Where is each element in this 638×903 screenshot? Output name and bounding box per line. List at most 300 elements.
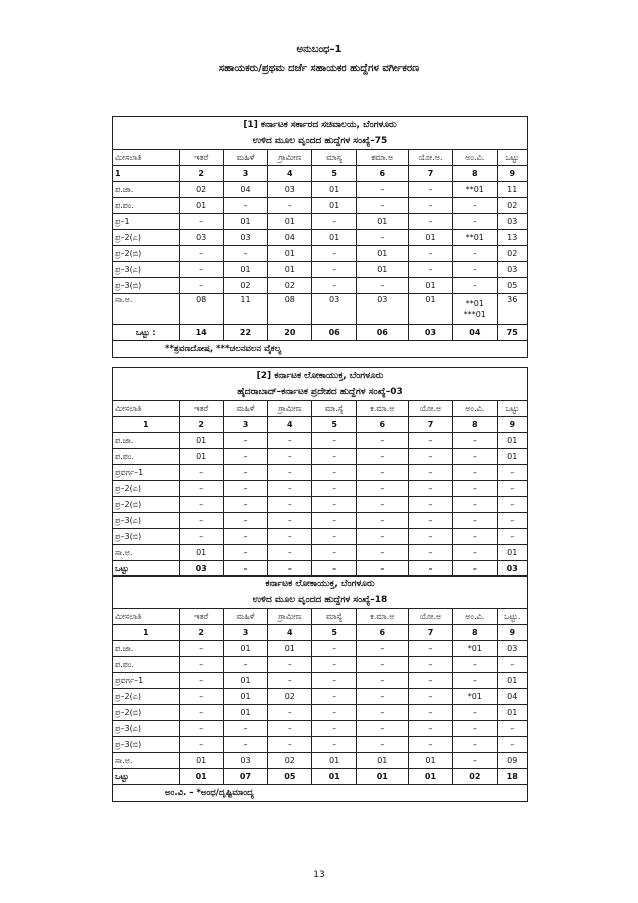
table-row bbox=[113, 753, 527, 769]
table-cell: – bbox=[268, 545, 312, 561]
table-cell: ಅಂ.ವಿ. bbox=[453, 150, 497, 166]
section3-heading bbox=[113, 576, 527, 609]
table-cell: ಮೀಸಲಾತಿ bbox=[113, 401, 179, 417]
section3-table bbox=[113, 609, 527, 785]
table-cell: ಪ್ರ–3(ಎ) bbox=[113, 721, 179, 737]
table-cell: 01 bbox=[268, 641, 312, 657]
table-cell: – bbox=[408, 465, 452, 481]
table-cell: – bbox=[179, 465, 223, 481]
table-cell: 01 bbox=[179, 198, 223, 214]
table-row bbox=[113, 673, 527, 689]
table-cell: – bbox=[453, 657, 497, 673]
table-cell: ಅಂ.ವಿ. bbox=[453, 401, 497, 417]
table-cell: 01 bbox=[312, 230, 356, 246]
table-cell: – bbox=[453, 721, 497, 737]
table-cell: 9 bbox=[497, 417, 527, 433]
table-cell: 01 bbox=[223, 262, 267, 278]
table-cell: 03 bbox=[497, 214, 527, 230]
page-title: ಅನುಬಂಧ–1 bbox=[296, 44, 342, 55]
table-row bbox=[113, 513, 527, 529]
table-cell: – bbox=[356, 689, 408, 705]
table-cell: 2 bbox=[179, 417, 223, 433]
table-cell: – bbox=[268, 433, 312, 449]
table-cell: – bbox=[356, 449, 408, 465]
table-cell: – bbox=[179, 481, 223, 497]
table-cell: **01 bbox=[453, 230, 497, 246]
section1-title: [1] ಕರ್ನಾಟಕ ಸರ್ಕಾರದ ಸಚಿವಾಲಯ, ಬೆಂಗಳೂರು bbox=[243, 120, 397, 130]
table-cell: 01 bbox=[356, 214, 408, 230]
table-cell: ಯೋ.ಅ bbox=[408, 609, 452, 625]
table-cell: 03 bbox=[408, 325, 452, 341]
table-cell: – bbox=[356, 657, 408, 673]
table-cell: – bbox=[268, 673, 312, 689]
table-cell: ಒಟ್ಟು. bbox=[497, 609, 527, 625]
table-cell: 4 bbox=[268, 417, 312, 433]
page-number: 13 bbox=[313, 870, 325, 880]
table-header-row bbox=[113, 150, 527, 166]
table-cell: – bbox=[408, 641, 452, 657]
table-cell: – bbox=[453, 198, 497, 214]
table-cell: – bbox=[312, 657, 356, 673]
table-cell: 01 bbox=[223, 705, 267, 721]
table-row bbox=[113, 737, 527, 753]
table-cell: 01 bbox=[497, 433, 527, 449]
table-cell: – bbox=[312, 561, 356, 577]
table-cell: – bbox=[179, 497, 223, 513]
table-cell: 01 bbox=[312, 753, 356, 769]
table-cell: – bbox=[408, 705, 452, 721]
table-cell: 3 bbox=[223, 417, 267, 433]
table-row bbox=[113, 246, 527, 262]
section2-subtitle: ಹೈದರಾಬಾದ್–ಕರ್ನಾಟಕ ಪ್ರದೇಶದ ಹುದ್ದೆಗಳ ಸಂಖ್ಯೆ–03 bbox=[237, 387, 403, 397]
table-column-number-row bbox=[113, 166, 527, 182]
table-cell: – bbox=[453, 481, 497, 497]
section3-block bbox=[112, 575, 528, 802]
table-cell: – bbox=[223, 449, 267, 465]
table-cell: – bbox=[268, 737, 312, 753]
table-cell: – bbox=[453, 433, 497, 449]
table-cell: 01 bbox=[312, 198, 356, 214]
table-header-row bbox=[113, 401, 527, 417]
table-cell: – bbox=[356, 737, 408, 753]
table-cell: *01 bbox=[453, 689, 497, 705]
table-cell: – bbox=[453, 737, 497, 753]
table-cell: – bbox=[408, 449, 452, 465]
table-total-row bbox=[113, 325, 527, 341]
table-cell: 05 bbox=[497, 278, 527, 294]
table-cell: ಪ್ರವರ್ಗ–1 bbox=[113, 673, 179, 689]
table-cell: – bbox=[223, 721, 267, 737]
table-cell: ಪ.ಪಂ. bbox=[113, 657, 179, 673]
table-cell: – bbox=[408, 214, 452, 230]
table-cell: 1 bbox=[113, 417, 179, 433]
table-cell: 02 bbox=[497, 198, 527, 214]
table-cell: – bbox=[312, 545, 356, 561]
table-cell: 01 bbox=[497, 449, 527, 465]
table-cell: – bbox=[408, 433, 452, 449]
table-cell: – bbox=[356, 497, 408, 513]
table-row bbox=[113, 278, 527, 294]
table-cell: 01 bbox=[497, 545, 527, 561]
table-cell: 3 bbox=[223, 625, 267, 641]
table-cell: 01 bbox=[179, 433, 223, 449]
section2-heading bbox=[113, 368, 527, 401]
table-cell: – bbox=[408, 182, 452, 198]
table-cell: 9 bbox=[497, 625, 527, 641]
table-cell: ಪ್ರ–2(ಎ) bbox=[113, 481, 179, 497]
table-cell: 08 bbox=[268, 294, 312, 325]
table-cell: 5 bbox=[312, 166, 356, 182]
table-cell: – bbox=[179, 278, 223, 294]
table-cell: 03 bbox=[223, 230, 267, 246]
table-cell: ಮಹಿಳೆ bbox=[223, 401, 267, 417]
table-cell: 02 bbox=[223, 278, 267, 294]
table-cell: 03 bbox=[497, 561, 527, 577]
table-cell: – bbox=[408, 545, 452, 561]
table-cell: – bbox=[223, 465, 267, 481]
table-cell: ಸಾ.ಅ. bbox=[113, 545, 179, 561]
table-row bbox=[113, 449, 527, 465]
table-cell: – bbox=[223, 737, 267, 753]
table-row bbox=[113, 689, 527, 705]
table-cell: 01 bbox=[179, 753, 223, 769]
table-cell: – bbox=[453, 561, 497, 577]
table-cell: – bbox=[268, 497, 312, 513]
table-cell: ಕ.ಮಾ.ಅ bbox=[356, 609, 408, 625]
section2-table bbox=[113, 401, 527, 577]
table-cell: – bbox=[408, 198, 452, 214]
table-cell: – bbox=[497, 529, 527, 545]
table-cell: – bbox=[312, 721, 356, 737]
table-cell: – bbox=[356, 721, 408, 737]
table-cell: – bbox=[408, 657, 452, 673]
table-cell: 2 bbox=[179, 166, 223, 182]
table-cell: – bbox=[312, 214, 356, 230]
section3-footnote: ಅಂ.ವಿ. – *ಅಂಧ/ದೃಷ್ಟಿಮಾಂದ್ಯ bbox=[113, 785, 527, 802]
table-cell: 01 bbox=[268, 246, 312, 262]
table-row bbox=[113, 657, 527, 673]
table-cell: 6 bbox=[356, 417, 408, 433]
table-cell: ಕಮಾ.ಅ bbox=[356, 150, 408, 166]
table-cell: 04 bbox=[268, 230, 312, 246]
table-cell: – bbox=[268, 721, 312, 737]
table-cell: 01 bbox=[356, 262, 408, 278]
table-cell: – bbox=[408, 737, 452, 753]
table-cell: 01 bbox=[356, 246, 408, 262]
table-cell: ಯೋ.ಅ. bbox=[408, 150, 452, 166]
table-cell: 7 bbox=[408, 166, 452, 182]
table-cell: ಇತರೆ bbox=[179, 401, 223, 417]
table-cell: ಸಾ.ಅ. bbox=[113, 294, 179, 325]
table-cell: – bbox=[408, 673, 452, 689]
table-cell: – bbox=[408, 689, 452, 705]
table-cell: ಪ್ರ–3(ಬಿ) bbox=[113, 737, 179, 753]
table-cell: – bbox=[356, 705, 408, 721]
table-cell: 06 bbox=[312, 325, 356, 341]
table-cell: – bbox=[356, 182, 408, 198]
table-cell: ಮಹಿಳೆ bbox=[223, 150, 267, 166]
table-cell: – bbox=[179, 529, 223, 545]
table-column-number-row bbox=[113, 625, 527, 641]
table-row bbox=[113, 529, 527, 545]
table-row bbox=[113, 433, 527, 449]
table-cell: 01 bbox=[312, 769, 356, 785]
table-cell: ಪ.ಜಾ. bbox=[113, 641, 179, 657]
table-cell: – bbox=[268, 465, 312, 481]
table-cell: – bbox=[408, 529, 452, 545]
table-cell: 02 bbox=[268, 753, 312, 769]
table-row bbox=[113, 465, 527, 481]
table-cell: – bbox=[223, 198, 267, 214]
table-cell: *01 bbox=[453, 641, 497, 657]
table-cell: – bbox=[453, 497, 497, 513]
table-row bbox=[113, 230, 527, 246]
table-cell: 7 bbox=[408, 625, 452, 641]
table-cell: ಇತರೆ bbox=[179, 150, 223, 166]
table-cell: ಯೋ.ಅ bbox=[408, 401, 452, 417]
table-cell: – bbox=[356, 278, 408, 294]
table-cell: ಕ.ಮಾ.ಅ bbox=[356, 401, 408, 417]
table-cell: – bbox=[268, 481, 312, 497]
table-cell: 02 bbox=[453, 769, 497, 785]
table-cell: 3 bbox=[223, 166, 267, 182]
table-cell: – bbox=[268, 513, 312, 529]
section1-footnote: **ಶ್ರವಣದೋಷ, ***ಚಲನವಲನ ವೈಕಲ್ಯ bbox=[113, 341, 527, 358]
table-cell: – bbox=[223, 657, 267, 673]
table-cell: 01 bbox=[312, 182, 356, 198]
table-cell: – bbox=[356, 433, 408, 449]
table-cell: – bbox=[268, 198, 312, 214]
table-cell: ಪ್ರ–1 bbox=[113, 214, 179, 230]
table-cell: – bbox=[223, 513, 267, 529]
table-cell: 2 bbox=[179, 625, 223, 641]
table-cell: 4 bbox=[268, 625, 312, 641]
table-cell: – bbox=[312, 262, 356, 278]
table-cell: 13 bbox=[497, 230, 527, 246]
table-cell: 7 bbox=[408, 417, 452, 433]
table-cell: – bbox=[312, 673, 356, 689]
table-cell: – bbox=[179, 246, 223, 262]
table-cell: ಮೀಸಲಾತಿ bbox=[113, 609, 179, 625]
table-cell: ಪ.ಪಂ. bbox=[113, 449, 179, 465]
table-cell: 02 bbox=[268, 278, 312, 294]
section1-subtitle: ಉಳಿದ ಮೂಲ ವೃಂದದ ಹುದ್ದೆಗಳ ಸಂಖ್ಯೆ–75 bbox=[252, 136, 388, 146]
table-cell: – bbox=[223, 481, 267, 497]
table-cell: – bbox=[312, 529, 356, 545]
table-cell: – bbox=[453, 246, 497, 262]
table-cell: ಗ್ರಾಮೀಣ bbox=[268, 401, 312, 417]
table-cell: – bbox=[179, 689, 223, 705]
table-cell: – bbox=[268, 657, 312, 673]
table-cell: – bbox=[312, 278, 356, 294]
table-cell: 03 bbox=[497, 641, 527, 657]
table-cell: 8 bbox=[453, 166, 497, 182]
table-cell: 5 bbox=[312, 417, 356, 433]
table-cell: 1 bbox=[113, 625, 179, 641]
table-cell: 01 bbox=[497, 705, 527, 721]
table-cell: 8 bbox=[453, 625, 497, 641]
table-cell: ಇತರೆ bbox=[179, 609, 223, 625]
table-cell: – bbox=[312, 497, 356, 513]
table-cell-line: ***01 bbox=[463, 310, 486, 319]
table-cell: 01 bbox=[408, 278, 452, 294]
table-cell: ಪ.ಜಾ. bbox=[113, 182, 179, 198]
table-cell: ಒಟ್ಟು bbox=[113, 769, 179, 785]
table-cell: 03 bbox=[268, 182, 312, 198]
table-cell: – bbox=[408, 246, 452, 262]
table-cell: – bbox=[312, 737, 356, 753]
table-cell: ಪ್ರ–2(ಬಿ) bbox=[113, 246, 179, 262]
table-cell: – bbox=[356, 481, 408, 497]
table-cell: 03 bbox=[497, 262, 527, 278]
table-cell: 01 bbox=[179, 545, 223, 561]
table-cell: 03 bbox=[312, 294, 356, 325]
table-cell: – bbox=[312, 449, 356, 465]
table-cell: – bbox=[179, 737, 223, 753]
table-cell: – bbox=[453, 673, 497, 689]
table-cell: ಪ್ರವರ್ಗ–1 bbox=[113, 465, 179, 481]
table-cell: 03 bbox=[179, 230, 223, 246]
table-cell: 05 bbox=[268, 769, 312, 785]
table-cell: 04 bbox=[453, 325, 497, 341]
table-cell: – bbox=[453, 465, 497, 481]
table-cell: – bbox=[453, 529, 497, 545]
table-cell: ಮೀಸಲಾತಿ bbox=[113, 150, 179, 166]
table-cell: ಪ್ರ–3(ಎ) bbox=[113, 262, 179, 278]
table-cell: 01 bbox=[223, 689, 267, 705]
section3-subtitle: ಉಳಿದ ಮೂಲ ವೃಂದದ ಹುದ್ದೆಗಳ ಸಂಖ್ಯೆ–18 bbox=[252, 595, 388, 605]
table-cell: 18 bbox=[497, 769, 527, 785]
table-cell: – bbox=[268, 705, 312, 721]
table-row bbox=[113, 497, 527, 513]
table-cell: ಒಟ್ಟು bbox=[113, 561, 179, 577]
table-cell: – bbox=[312, 513, 356, 529]
table-cell: 4 bbox=[268, 166, 312, 182]
table-row bbox=[113, 721, 527, 737]
table-cell: 02 bbox=[179, 182, 223, 198]
table-cell: – bbox=[356, 513, 408, 529]
table-cell: 01 bbox=[408, 769, 452, 785]
table-cell: – bbox=[312, 246, 356, 262]
table-cell: 20 bbox=[268, 325, 312, 341]
page-subtitle: ಸಹಾಯಕರು/ಪ್ರಥಮ ದರ್ಜೆ ಸಹಾಯಕರ ಹುದ್ದೆಗಳ ವರ್ಗೀಕರಣ bbox=[218, 63, 420, 74]
table-cell: – bbox=[453, 545, 497, 561]
table-cell: 02 bbox=[268, 689, 312, 705]
table-cell: – bbox=[408, 262, 452, 278]
table-cell: – bbox=[312, 689, 356, 705]
table-cell: ಒಟ್ಟು bbox=[497, 401, 527, 417]
table-cell: 01 bbox=[408, 753, 452, 769]
table-cell: ಮಾಸ್ಯ bbox=[312, 150, 356, 166]
table-cell: 11 bbox=[223, 294, 267, 325]
table-cell: – bbox=[408, 497, 452, 513]
table-cell: – bbox=[268, 449, 312, 465]
table-row bbox=[113, 198, 527, 214]
table-cell: ಸಾ.ಅ. bbox=[113, 753, 179, 769]
table-cell: – bbox=[408, 721, 452, 737]
table-cell: – bbox=[312, 465, 356, 481]
section2-block bbox=[112, 367, 528, 577]
table-cell: – bbox=[179, 214, 223, 230]
table-cell: 01 bbox=[268, 262, 312, 278]
table-cell: – bbox=[356, 561, 408, 577]
table-cell: – bbox=[268, 561, 312, 577]
table-cell: – bbox=[497, 481, 527, 497]
table-cell: – bbox=[408, 481, 452, 497]
section3-title: ಕರ್ನಾಟಕ ಲೋಕಾಯುಕ್ತ, ಬೆಂಗಳೂರು bbox=[265, 579, 375, 589]
table-cell: 01 bbox=[356, 769, 408, 785]
table-cell: 9 bbox=[497, 166, 527, 182]
table-cell: 06 bbox=[356, 325, 408, 341]
table-cell: – bbox=[223, 246, 267, 262]
table-column-number-row bbox=[113, 417, 527, 433]
table-row bbox=[113, 769, 527, 785]
table-cell: ಮಾಸ್ಯೆ bbox=[312, 609, 356, 625]
table-cell-line: **01 bbox=[465, 299, 484, 308]
table-cell: – bbox=[453, 278, 497, 294]
table-cell: 01 bbox=[179, 449, 223, 465]
table-cell: – bbox=[312, 641, 356, 657]
table-row bbox=[113, 214, 527, 230]
table-cell: ಪ್ರ–2(ಬಿ) bbox=[113, 705, 179, 721]
table-cell: – bbox=[356, 545, 408, 561]
table-cell: – bbox=[453, 214, 497, 230]
table-cell: 02 bbox=[497, 246, 527, 262]
table-cell: 8 bbox=[453, 417, 497, 433]
table-cell: – bbox=[497, 465, 527, 481]
table-cell: – bbox=[497, 497, 527, 513]
table-header-row bbox=[113, 609, 527, 625]
table-cell: – bbox=[408, 513, 452, 529]
table-cell: ಗ್ರಾಮೀಣ bbox=[268, 609, 312, 625]
table-cell: – bbox=[356, 230, 408, 246]
table-cell: – bbox=[223, 561, 267, 577]
table-cell: 01 bbox=[408, 294, 452, 325]
table-cell: 01 bbox=[356, 753, 408, 769]
table-cell: – bbox=[497, 721, 527, 737]
table-cell: ಪ್ರ–3(ಎ) bbox=[113, 513, 179, 529]
table-cell: 01 bbox=[223, 673, 267, 689]
table-cell: ಅಂ.ವಿ. bbox=[453, 609, 497, 625]
table-cell: 07 bbox=[223, 769, 267, 785]
table-cell: – bbox=[223, 497, 267, 513]
table-cell: – bbox=[179, 641, 223, 657]
table-cell: – bbox=[497, 737, 527, 753]
table-cell: – bbox=[312, 705, 356, 721]
table-cell: 01 bbox=[223, 641, 267, 657]
table-cell: 03 bbox=[223, 753, 267, 769]
table-cell: – bbox=[497, 657, 527, 673]
table-cell: ಮಹಿಳೆ bbox=[223, 609, 267, 625]
table-cell: – bbox=[179, 262, 223, 278]
section1-block bbox=[112, 116, 528, 358]
table-cell-multi bbox=[453, 294, 497, 325]
table-cell: 03 bbox=[179, 561, 223, 577]
table-cell: 5 bbox=[312, 625, 356, 641]
table-cell: 6 bbox=[356, 166, 408, 182]
table-cell: ಪ್ರ–2(ಎ) bbox=[113, 689, 179, 705]
table-cell: 01 bbox=[497, 673, 527, 689]
table-cell: – bbox=[453, 513, 497, 529]
table-cell: – bbox=[179, 513, 223, 529]
table-cell: – bbox=[356, 673, 408, 689]
table-row bbox=[113, 182, 527, 198]
table-cell: ಒಟ್ಟು bbox=[497, 150, 527, 166]
table-cell: 01 bbox=[408, 230, 452, 246]
table-cell: – bbox=[356, 465, 408, 481]
table-row bbox=[113, 481, 527, 497]
table-cell: 6 bbox=[356, 625, 408, 641]
